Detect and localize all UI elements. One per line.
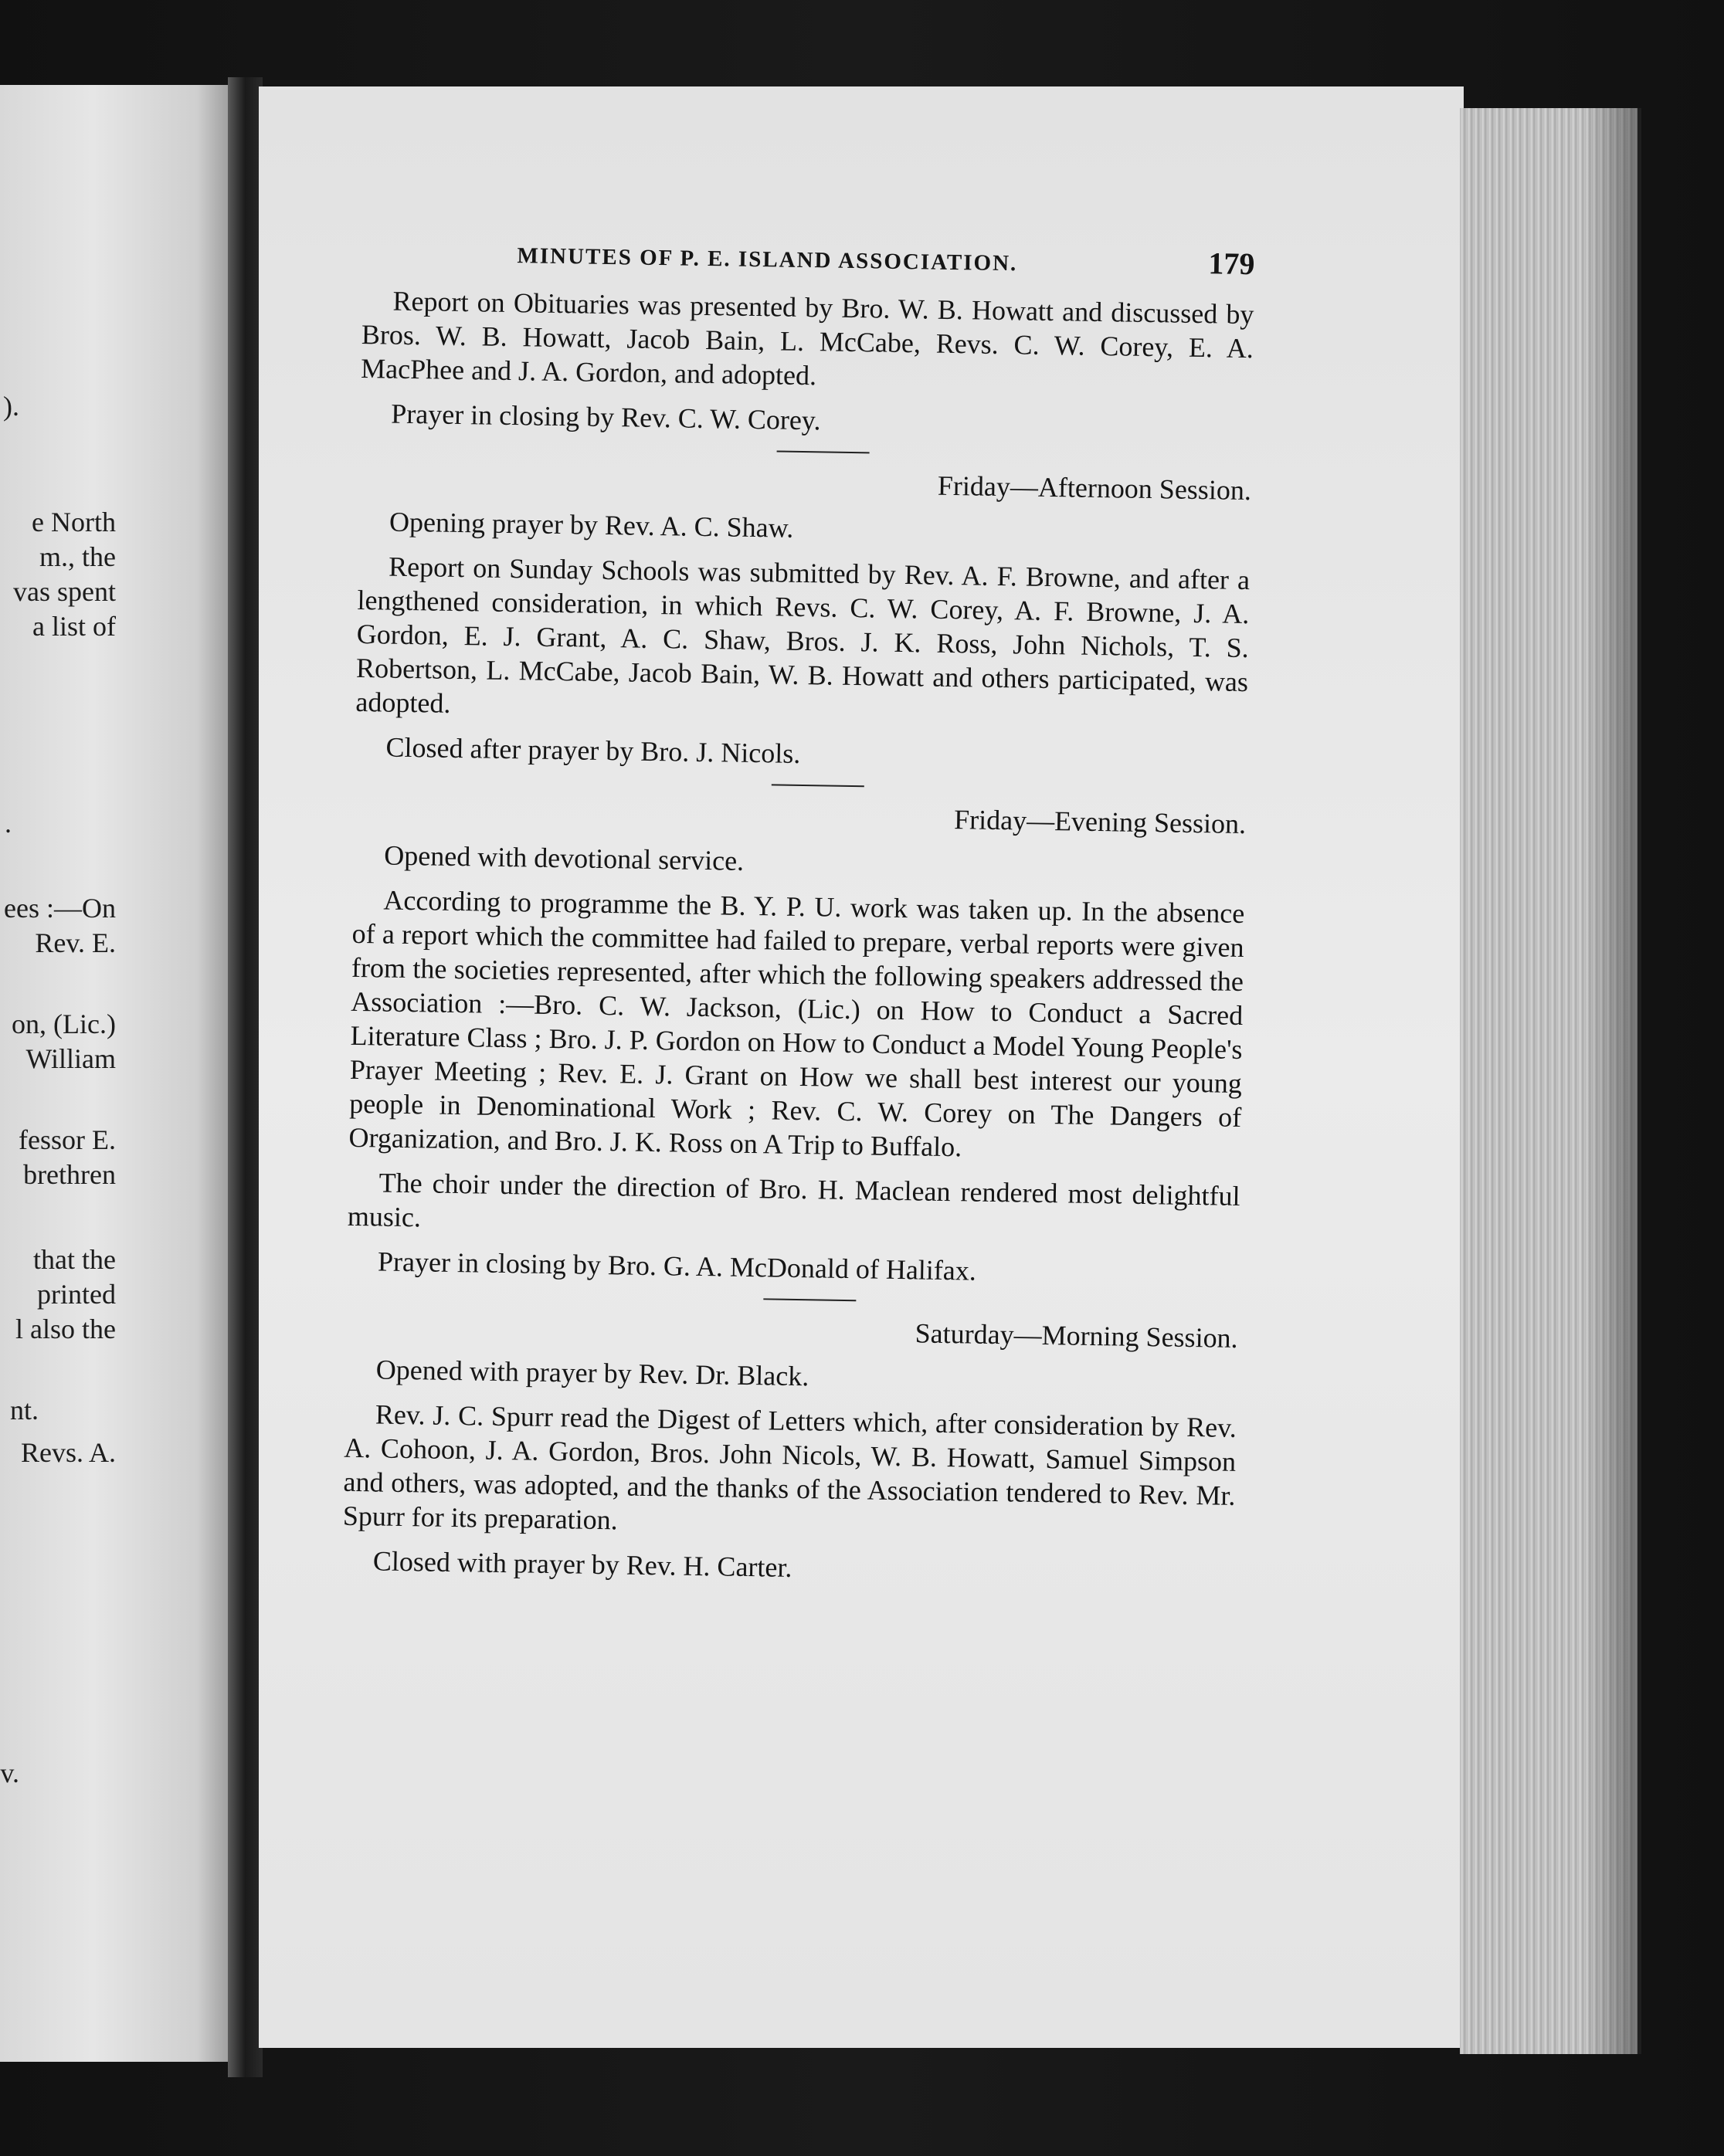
facing-line: William bbox=[25, 1043, 116, 1074]
facing-line: v. bbox=[0, 1758, 19, 1788]
facing-line: vas spent bbox=[13, 576, 116, 607]
facing-line: brethren bbox=[23, 1159, 116, 1190]
paragraph: Report on Sunday Schools was submitted by Rev. A. F. Browne, and after a lengthened consideration, in which Revs. C. W. Corey, A. F. Browne, J. A. Gordon, E. J. Grant, A. C. Shaw, Bros. J. K. Ross, John Nichols, T. S. Robertson, L. McCabe, Jacob Bain, W. B. Howatt and others participated, was adopted. bbox=[355, 551, 1251, 719]
page-text bbox=[341, 232, 1254, 1602]
facing-line: nt. bbox=[9, 1395, 39, 1425]
paragraph: Prayer in closing by Bro. G. A. McDonald of Halifax. bbox=[377, 1246, 977, 1286]
session-heading: Friday—Afternoon Session. bbox=[937, 470, 1252, 507]
book-gutter bbox=[228, 77, 263, 2077]
paragraph: Report on Obituaries was presented by Bro. W. B. Howatt and discussed by Bros. W. B. Howatt, Jacob Bain, L. McCabe, Revs. C. W. Corey, E. A. MacPhee and J. A. Gordon, and adopted. bbox=[360, 285, 1254, 392]
facing-line: Revs. A. bbox=[20, 1437, 116, 1468]
facing-line: m., the bbox=[39, 541, 116, 572]
facing-line: e North bbox=[32, 507, 116, 537]
paragraph: According to programme the B. Y. P. U. work was taken up. In the absence of a report which the committee had failed to prepare, verbal reports were given from the societies represented, after which the following speakers addressed the Association :—Bro. C. W. Jackson, (Lic.) on How to Conduct a Sacred Literature Class ; Bro. J. P. Gordon on How to Conduct a Model Young People's Prayer Meeting ; Rev. E. J. Grant on How we shall best interest our young people in Denominational Work ; Rev. C. W. Corey on The Dangers of Organization, and Bro. J. K. Ross on A Trip to Buffalo. bbox=[348, 884, 1245, 1163]
page-edge-shadow bbox=[1583, 108, 1641, 2054]
section-divider bbox=[777, 450, 870, 453]
session-heading: Saturday—Morning Session. bbox=[915, 1317, 1238, 1354]
page-header-title: MINUTES OF P. E. ISLAND ASSOCIATION. bbox=[517, 243, 1018, 276]
section-divider bbox=[772, 784, 864, 787]
facing-line: printed bbox=[37, 1279, 116, 1310]
paragraph: Rev. J. C. Spurr read the Digest of Letters which, after consideration by Rev. A. Cohoon, J. A. Gordon, Bros. John Nicols, W. B. Howatt, Samuel Simpson and others, was adopted, and the thanks of the Association tendered to Rev. Mr. Spurr for its preparation. bbox=[342, 1398, 1237, 1536]
facing-line: that the bbox=[33, 1244, 116, 1275]
facing-line: on, (Lic.) bbox=[12, 1009, 116, 1039]
facing-line: fessor E. bbox=[19, 1124, 116, 1155]
facing-line: a list of bbox=[32, 611, 116, 642]
paragraph: Opened with prayer by Rev. Dr. Black. bbox=[375, 1354, 809, 1392]
section-divider bbox=[763, 1298, 856, 1301]
paragraph: Opening prayer by Rev. A. C. Shaw. bbox=[389, 506, 794, 544]
paragraph: The choir under the direction of Bro. H. Maclean rendered most delightful music. bbox=[347, 1167, 1240, 1233]
paragraph: Closed with prayer by Rev. H. Carter. bbox=[372, 1545, 792, 1583]
facing-page bbox=[0, 85, 232, 2062]
session-heading: Friday—Evening Session. bbox=[953, 804, 1247, 840]
facing-line: Rev. E. bbox=[35, 927, 116, 958]
paragraph: Prayer in closing by Rev. C. W. Corey. bbox=[390, 398, 821, 436]
facing-line: . bbox=[5, 808, 12, 839]
page-number: 179 bbox=[1208, 246, 1255, 282]
paragraph: Closed after prayer by Bro. J. Nicols. bbox=[385, 731, 801, 769]
facing-line: ). bbox=[3, 391, 19, 422]
paragraph: Opened with devotional service. bbox=[384, 839, 745, 876]
facing-line: ees :—On bbox=[4, 893, 116, 924]
facing-line: l also the bbox=[15, 1314, 116, 1344]
